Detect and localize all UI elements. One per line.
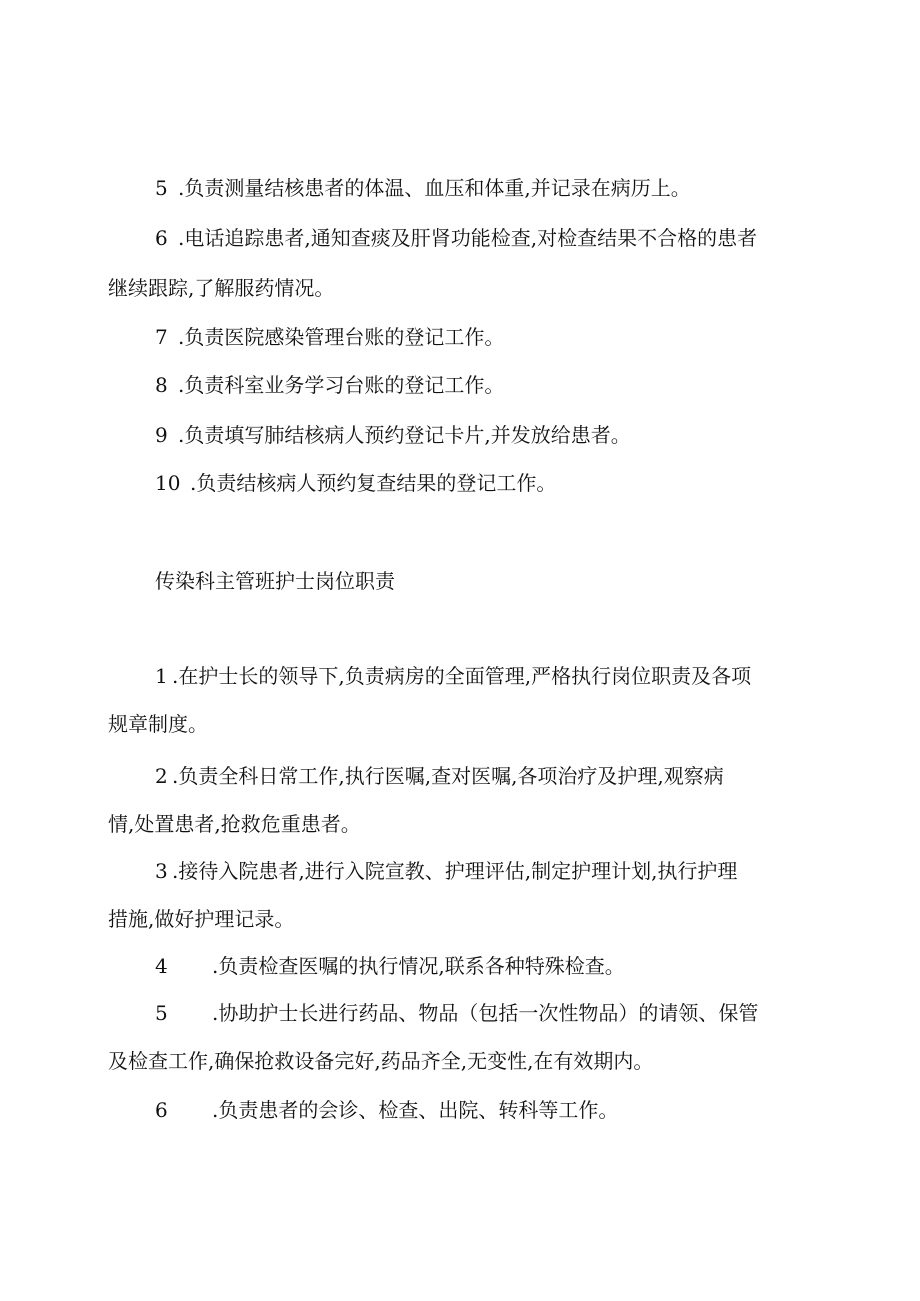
item-text-continuation: 及检查工作,确保抢救设备完好,药品齐全,无变性,在有效期内。	[108, 1049, 654, 1073]
item-number: 6	[155, 226, 168, 250]
item-text: .负责结核病人预约复查结果的登记工作。	[190, 471, 557, 495]
item-number: 5	[155, 1001, 168, 1025]
item-text: .协助护士长进行药品、物品（包括一次性物品）的请领、保管	[212, 1001, 759, 1025]
item-text: .负责医院感染管理台账的登记工作。	[178, 325, 505, 349]
item-text-continuation: 措施,做好护理记录。	[108, 907, 295, 931]
item-text: .负责科室业务学习台账的登记工作。	[178, 373, 505, 397]
item-number: 9	[155, 423, 168, 447]
item-number: 8	[155, 373, 168, 397]
item-text: .负责填写肺结核病人预约登记卡片,并发放给患者。	[178, 423, 631, 447]
item-number: 5	[155, 176, 168, 200]
item-text: .接待入院患者,进行入院宣教、护理评估,制定护理计划,执行护理	[172, 859, 738, 883]
item-text: .负责测量结核患者的体温、血压和体重,并记录在病历上。	[178, 176, 691, 200]
item-number: 3	[155, 859, 168, 883]
item-number: 2	[155, 764, 168, 788]
item-number: 7	[155, 325, 168, 349]
section-title: 传染科主管班护士岗位职责	[155, 569, 395, 593]
item-number: 1	[155, 664, 168, 688]
item-number: 10	[155, 471, 181, 495]
item-text-continuation: 情,处置患者,抢救危重患者。	[108, 812, 361, 836]
item-text-continuation: 规章制度。	[108, 712, 208, 736]
item-text: .负责检查医嘱的执行情况,联系各种特殊检查。	[212, 954, 625, 978]
item-text: .电话追踪患者,通知查痰及肝肾功能检查,对检查结果不合格的患者	[178, 226, 758, 250]
item-text: .在护士长的领导下,负责病房的全面管理,严格执行岗位职责及各项	[172, 664, 752, 688]
item-number: 6	[155, 1098, 168, 1122]
item-text: .负责患者的会诊、检查、出院、转科等工作。	[212, 1098, 619, 1122]
item-number: 4	[155, 954, 168, 978]
item-text-continuation: 继续跟踪,了解服药情况。	[108, 276, 335, 300]
item-text: .负责全科日常工作,执行医嘱,查对医嘱,各项治疗及护理,观察病	[172, 764, 724, 788]
